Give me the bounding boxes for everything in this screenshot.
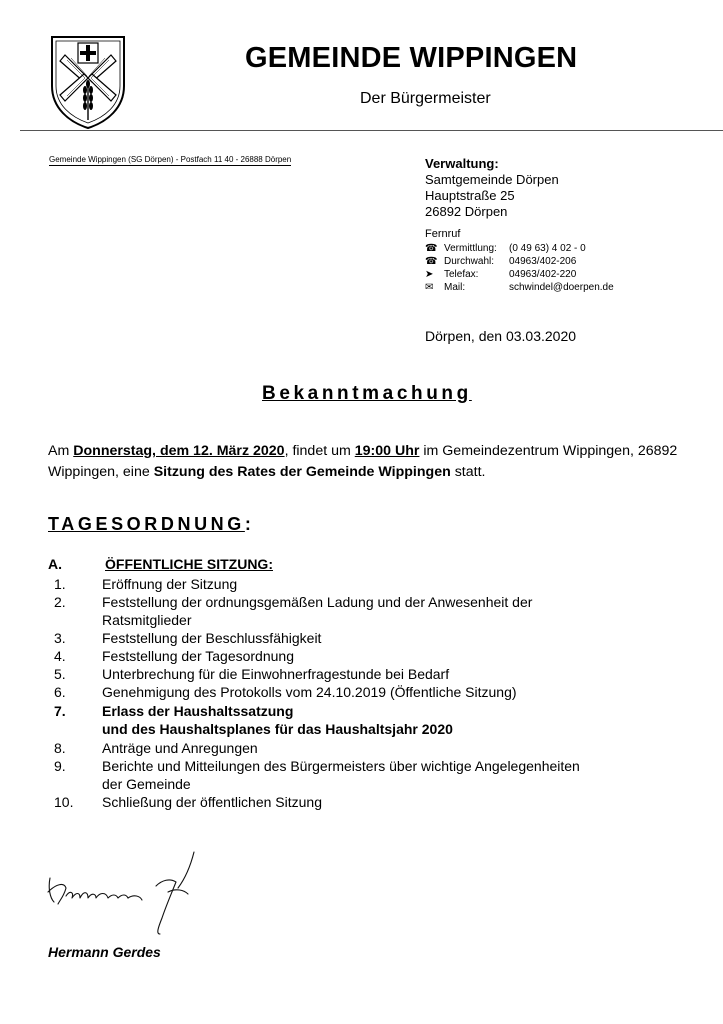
administration-line: 26892 Dörpen: [425, 204, 508, 219]
contact-label: Durchwahl:: [444, 256, 495, 267]
intro-text: , findet um: [284, 443, 355, 459]
section-title: ÖFFENTLICHE SITZUNG:: [105, 556, 273, 572]
agenda-item-number: 1.: [54, 576, 66, 592]
phone-heading: Fernruf: [425, 228, 461, 240]
agenda-item-text: Anträge und Anregungen: [102, 740, 258, 756]
phone-icon: ☎: [425, 256, 438, 267]
agenda-item-number: 3.: [54, 630, 66, 646]
agenda-item-text: Feststellung der Tagesordnung: [102, 648, 294, 664]
contact-label: Vermittlung:: [444, 243, 497, 254]
municipal-crest-icon: [49, 34, 127, 130]
agenda-item-number: 9.: [54, 758, 66, 774]
agenda-item-text: Erlass der Haushaltssatzung: [102, 703, 294, 719]
contact-value: (0 49 63) 4 02 - 0: [509, 243, 586, 254]
agenda-item-number: 5.: [54, 666, 66, 682]
agenda-item-text: Unterbrechung für die Einwohnerfragestunde bei Bedarf: [102, 666, 450, 682]
agenda-item-text: Feststellung der ordnungsgemäßen Ladung und der Anwesenheit der: [102, 594, 533, 610]
intro-text: statt.: [450, 464, 486, 480]
meeting-date: Donnerstag, dem 12. März 2020: [73, 443, 285, 459]
administration-line: Samtgemeinde Dörpen: [425, 172, 559, 187]
mail-icon: ✉: [425, 282, 434, 293]
meeting-name: Sitzung des Rates der Gemeinde Wippingen: [153, 464, 451, 480]
page-subtitle: Der Bürgermeister: [360, 90, 491, 107]
contact-value: schwindel@doerpen.de: [509, 282, 614, 293]
agenda-title: [48, 514, 254, 535]
contact-value: 04963/402-206: [509, 256, 577, 267]
agenda-title-colon: :: [244, 514, 255, 534]
agenda-item-number: 4.: [54, 648, 66, 664]
notice-title: Bekanntmachung: [262, 383, 472, 404]
signer-name: Hermann Gerdes: [48, 944, 161, 960]
agenda-item-text: Ratsmitglieder: [102, 612, 192, 628]
agenda-item-number: 8.: [54, 740, 66, 756]
administration-line: Hauptstraße 25: [425, 188, 515, 203]
agenda-item-text: Berichte und Mitteilungen des Bürgermeisters über wichtige Angelegenheiten: [102, 758, 580, 774]
contact-label: Mail:: [444, 282, 466, 293]
agenda-item-text: Eröffnung der Sitzung: [102, 576, 238, 592]
agenda-item-text: der Gemeinde: [102, 776, 191, 792]
contact-value: 04963/402-220: [509, 269, 577, 280]
section-letter: A.: [48, 556, 62, 572]
handwritten-signature: [44, 848, 214, 938]
agenda-item-number: 10.: [54, 794, 74, 810]
agenda-title-text: TAGESORDNUNG: [48, 514, 245, 534]
agenda-item-text: und des Haushaltsplanes für das Haushaltsjahr 2020: [102, 721, 453, 737]
agenda-item-number: 6.: [54, 684, 66, 700]
agenda-item-text: Feststellung der Beschlussfähigkeit: [102, 630, 322, 646]
administration-block: [425, 156, 559, 220]
phone-icon: ☎: [425, 243, 438, 254]
agenda-item-number: 2.: [54, 594, 66, 610]
meeting-time: 19:00 Uhr: [354, 443, 420, 459]
agenda-item-number: 7.: [54, 703, 66, 719]
intro-text: im Gemeindezentrum Wippingen, 26892 Wippingen, eine: [48, 443, 678, 480]
page-title: GEMEINDE WIPPINGEN: [245, 42, 578, 74]
intro-paragraph: [48, 441, 718, 483]
fax-arrow-icon: ➤: [425, 269, 434, 280]
agenda-item-text: Schließung der öffentlichen Sitzung: [102, 794, 322, 810]
intro-text: Am: [48, 443, 74, 459]
administration-heading: Verwaltung:: [425, 156, 499, 171]
agenda-item-text: Genehmigung des Protokolls vom 24.10.2019 (Öffentliche Sitzung): [102, 684, 517, 700]
sender-address: Gemeinde Wippingen (SG Dörpen) - Postfach 11 40 - 26888 Dörpen: [49, 155, 292, 164]
agenda-section-heading: [48, 556, 273, 572]
contact-label: Telefax:: [444, 269, 479, 280]
date-line: Dörpen, den 03.03.2020: [425, 328, 577, 344]
header-divider: [20, 130, 723, 131]
